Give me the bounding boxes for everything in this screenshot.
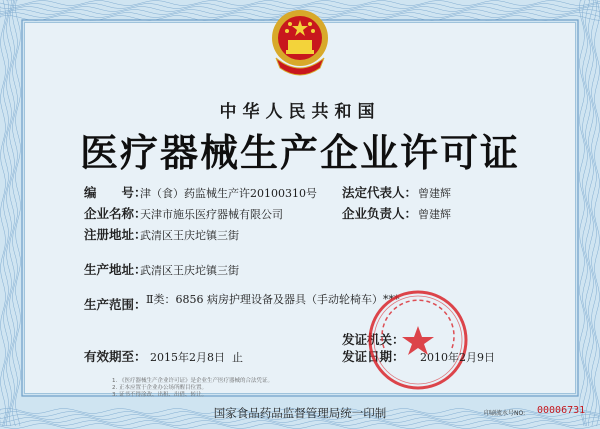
- country-name: 中华人民共和国: [219, 102, 381, 122]
- company-value: 天津市施乐医疗器械有限公司: [140, 208, 283, 221]
- number-value: 津（食）药监械生产许20100310号: [140, 187, 317, 200]
- person-in-charge-label: 企业负责人：: [342, 206, 418, 221]
- production-scope-value: Ⅱ类：6856 病房护理设备及器具（手动轮椅车）***: [146, 293, 400, 306]
- fine-print-line: 1. 《医疗器械生产企业许可证》是企业生产医疗器械的合法凭证。: [112, 378, 273, 384]
- valid-until-suffix: 止: [232, 351, 243, 364]
- legal-rep-label: 法定代表人：: [342, 185, 418, 200]
- production-address-value: 武清区王庆坨镇三街: [140, 264, 239, 277]
- legal-rep-value: 曾建辉: [418, 187, 451, 200]
- company-label: 企业名称：: [84, 206, 147, 221]
- number-label: 编 号：: [84, 185, 147, 200]
- serial-number: 00006731: [537, 405, 586, 416]
- printer-footer: 国家食品药品监督管理局统一印制: [213, 406, 387, 420]
- certificate-title: 医疗器械生产企业许可证: [79, 131, 520, 175]
- fine-print-line: 2. 正本应置于企业办公场所醒目位置。: [112, 385, 207, 391]
- issuing-authority-label: 发证机关：: [342, 332, 405, 347]
- issue-date-value: 2010年2月9日: [420, 351, 495, 364]
- fine-print: [112, 378, 273, 399]
- valid-until-value: 2015年2月8日: [150, 351, 225, 364]
- production-scope-label: 生产范围：: [84, 297, 147, 312]
- valid-until-label: 有效期至：: [84, 349, 147, 364]
- fine-print-line: 3. 证书不得涂改、出租、出借、转让。: [112, 392, 207, 398]
- production-address-label: 生产地址：: [84, 262, 147, 277]
- registered-address-value: 武清区王庆坨镇三街: [140, 229, 239, 242]
- registered-address-label: 注册地址：: [84, 227, 147, 242]
- person-in-charge-value: 曾建辉: [418, 208, 451, 221]
- national-emblem-icon: [268, 6, 332, 78]
- serial-label: 印刷流水号NO:: [484, 410, 526, 417]
- official-seal-icon: [366, 288, 470, 392]
- issue-date-label: 发证日期：: [342, 349, 405, 364]
